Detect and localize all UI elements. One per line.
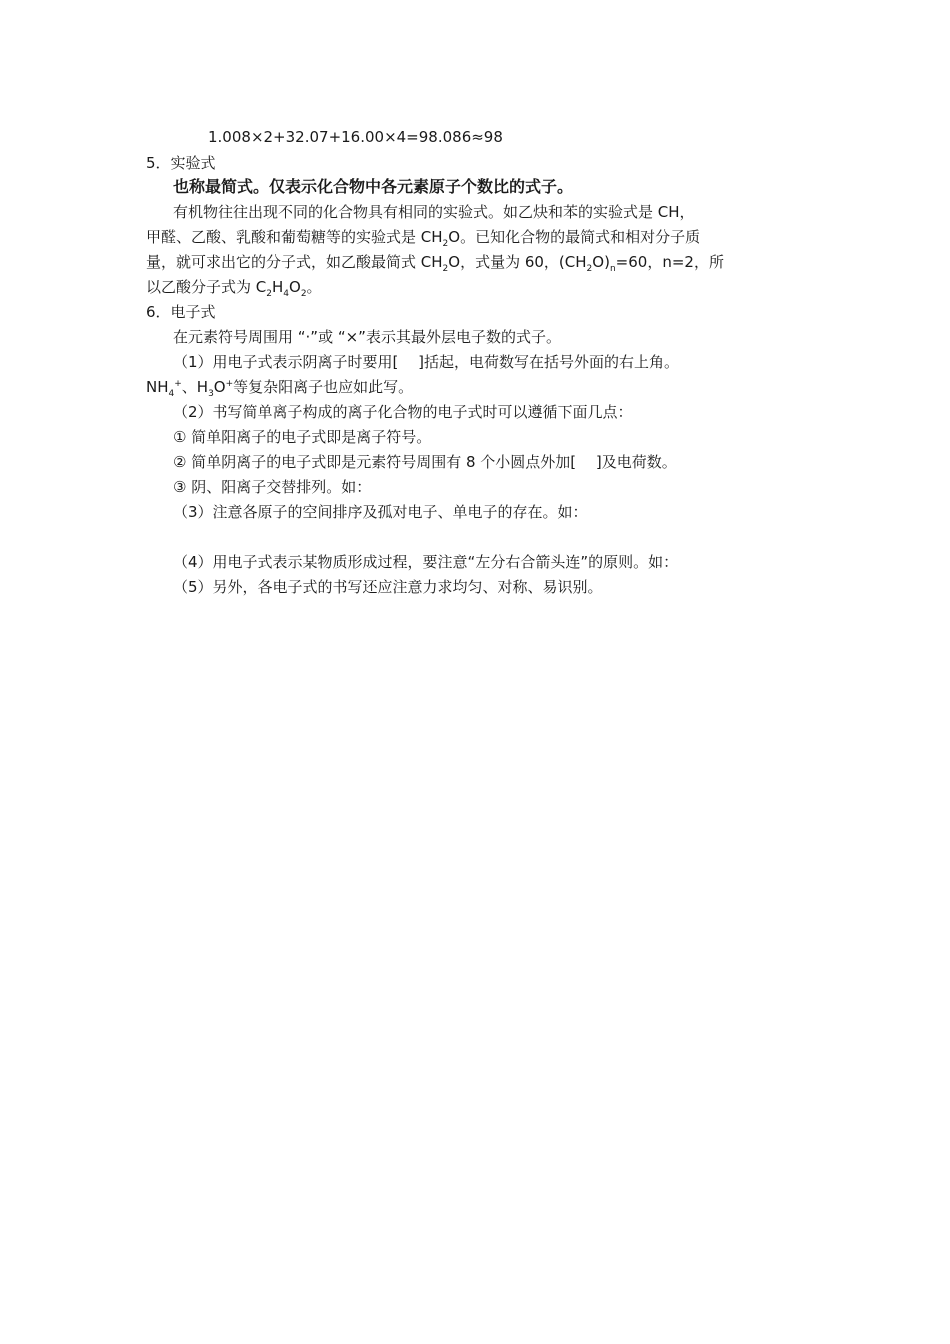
section-6-item-2: （2）书写简单离子构成的离子化合物的电子式时可以遵循下面几点：	[173, 403, 633, 421]
section-6-item-1-line-2: $NH_4^+$、$H_3O^+$等复杂阳离子也应如此写。	[146, 378, 414, 399]
section-6-intro: 在元素符号周围用 “·”或 “×”表示其最外层电子数的式子。	[173, 328, 561, 346]
section-5-paragraph-line-4: 以乙酸分子式为 $C_2H_4O_2$。	[146, 278, 322, 299]
section-6-item-2-point-c: ③ 阴、阳离子交替排列。如：	[173, 478, 372, 496]
molar-mass-calculation: 1.008×2+32.07+16.00×4=98.086≈98	[208, 128, 503, 146]
section-6-heading: 6．电子式	[146, 303, 216, 321]
section-6-item-4: （4）用电子式表示某物质形成过程，要注意“左分右合箭头连”的原则。如：	[173, 553, 679, 571]
section-6-item-5: （5）另外，各电子式的书写还应注意力求均匀、对称、易识别。	[173, 578, 603, 596]
section-5-paragraph-line-2: 甲醛、乙酸、乳酸和葡萄糖等的实验式是 $CH_2O$。已知化合物的最简式和相对分子质	[146, 228, 701, 249]
section-6-item-1-line-1: （1）用电子式表示阴离子时要用[ ]括起，电荷数写在括号外面的右上角。	[173, 353, 680, 371]
section-5-heading: 5．实验式	[146, 154, 216, 172]
section-6-item-3: （3）注意各原子的空间排序及孤对电子、单电子的存在。如：	[173, 503, 588, 521]
section-6-item-2-point-b: ② 简单阴离子的电子式即是元素符号周围有 8 个小圆点外加[ ]及电荷数。	[173, 453, 677, 471]
section-5-paragraph-line-1: 有机物往往出现不同的化合物具有相同的实验式。如乙炔和苯的实验式是 CH，	[173, 203, 695, 221]
section-6-item-2-point-a: ① 简单阳离子的电子式即是离子符号。	[173, 428, 432, 446]
section-5-paragraph-line-3: 量，就可求出它的分子式，如乙酸最简式 $CH_2O$，式量为 60，$(CH_2O)_n=60$，n=2，所	[146, 253, 724, 274]
section-5-definition: 也称最简式。仅表示化合物中各元素原子个数比的式子。	[173, 177, 574, 196]
